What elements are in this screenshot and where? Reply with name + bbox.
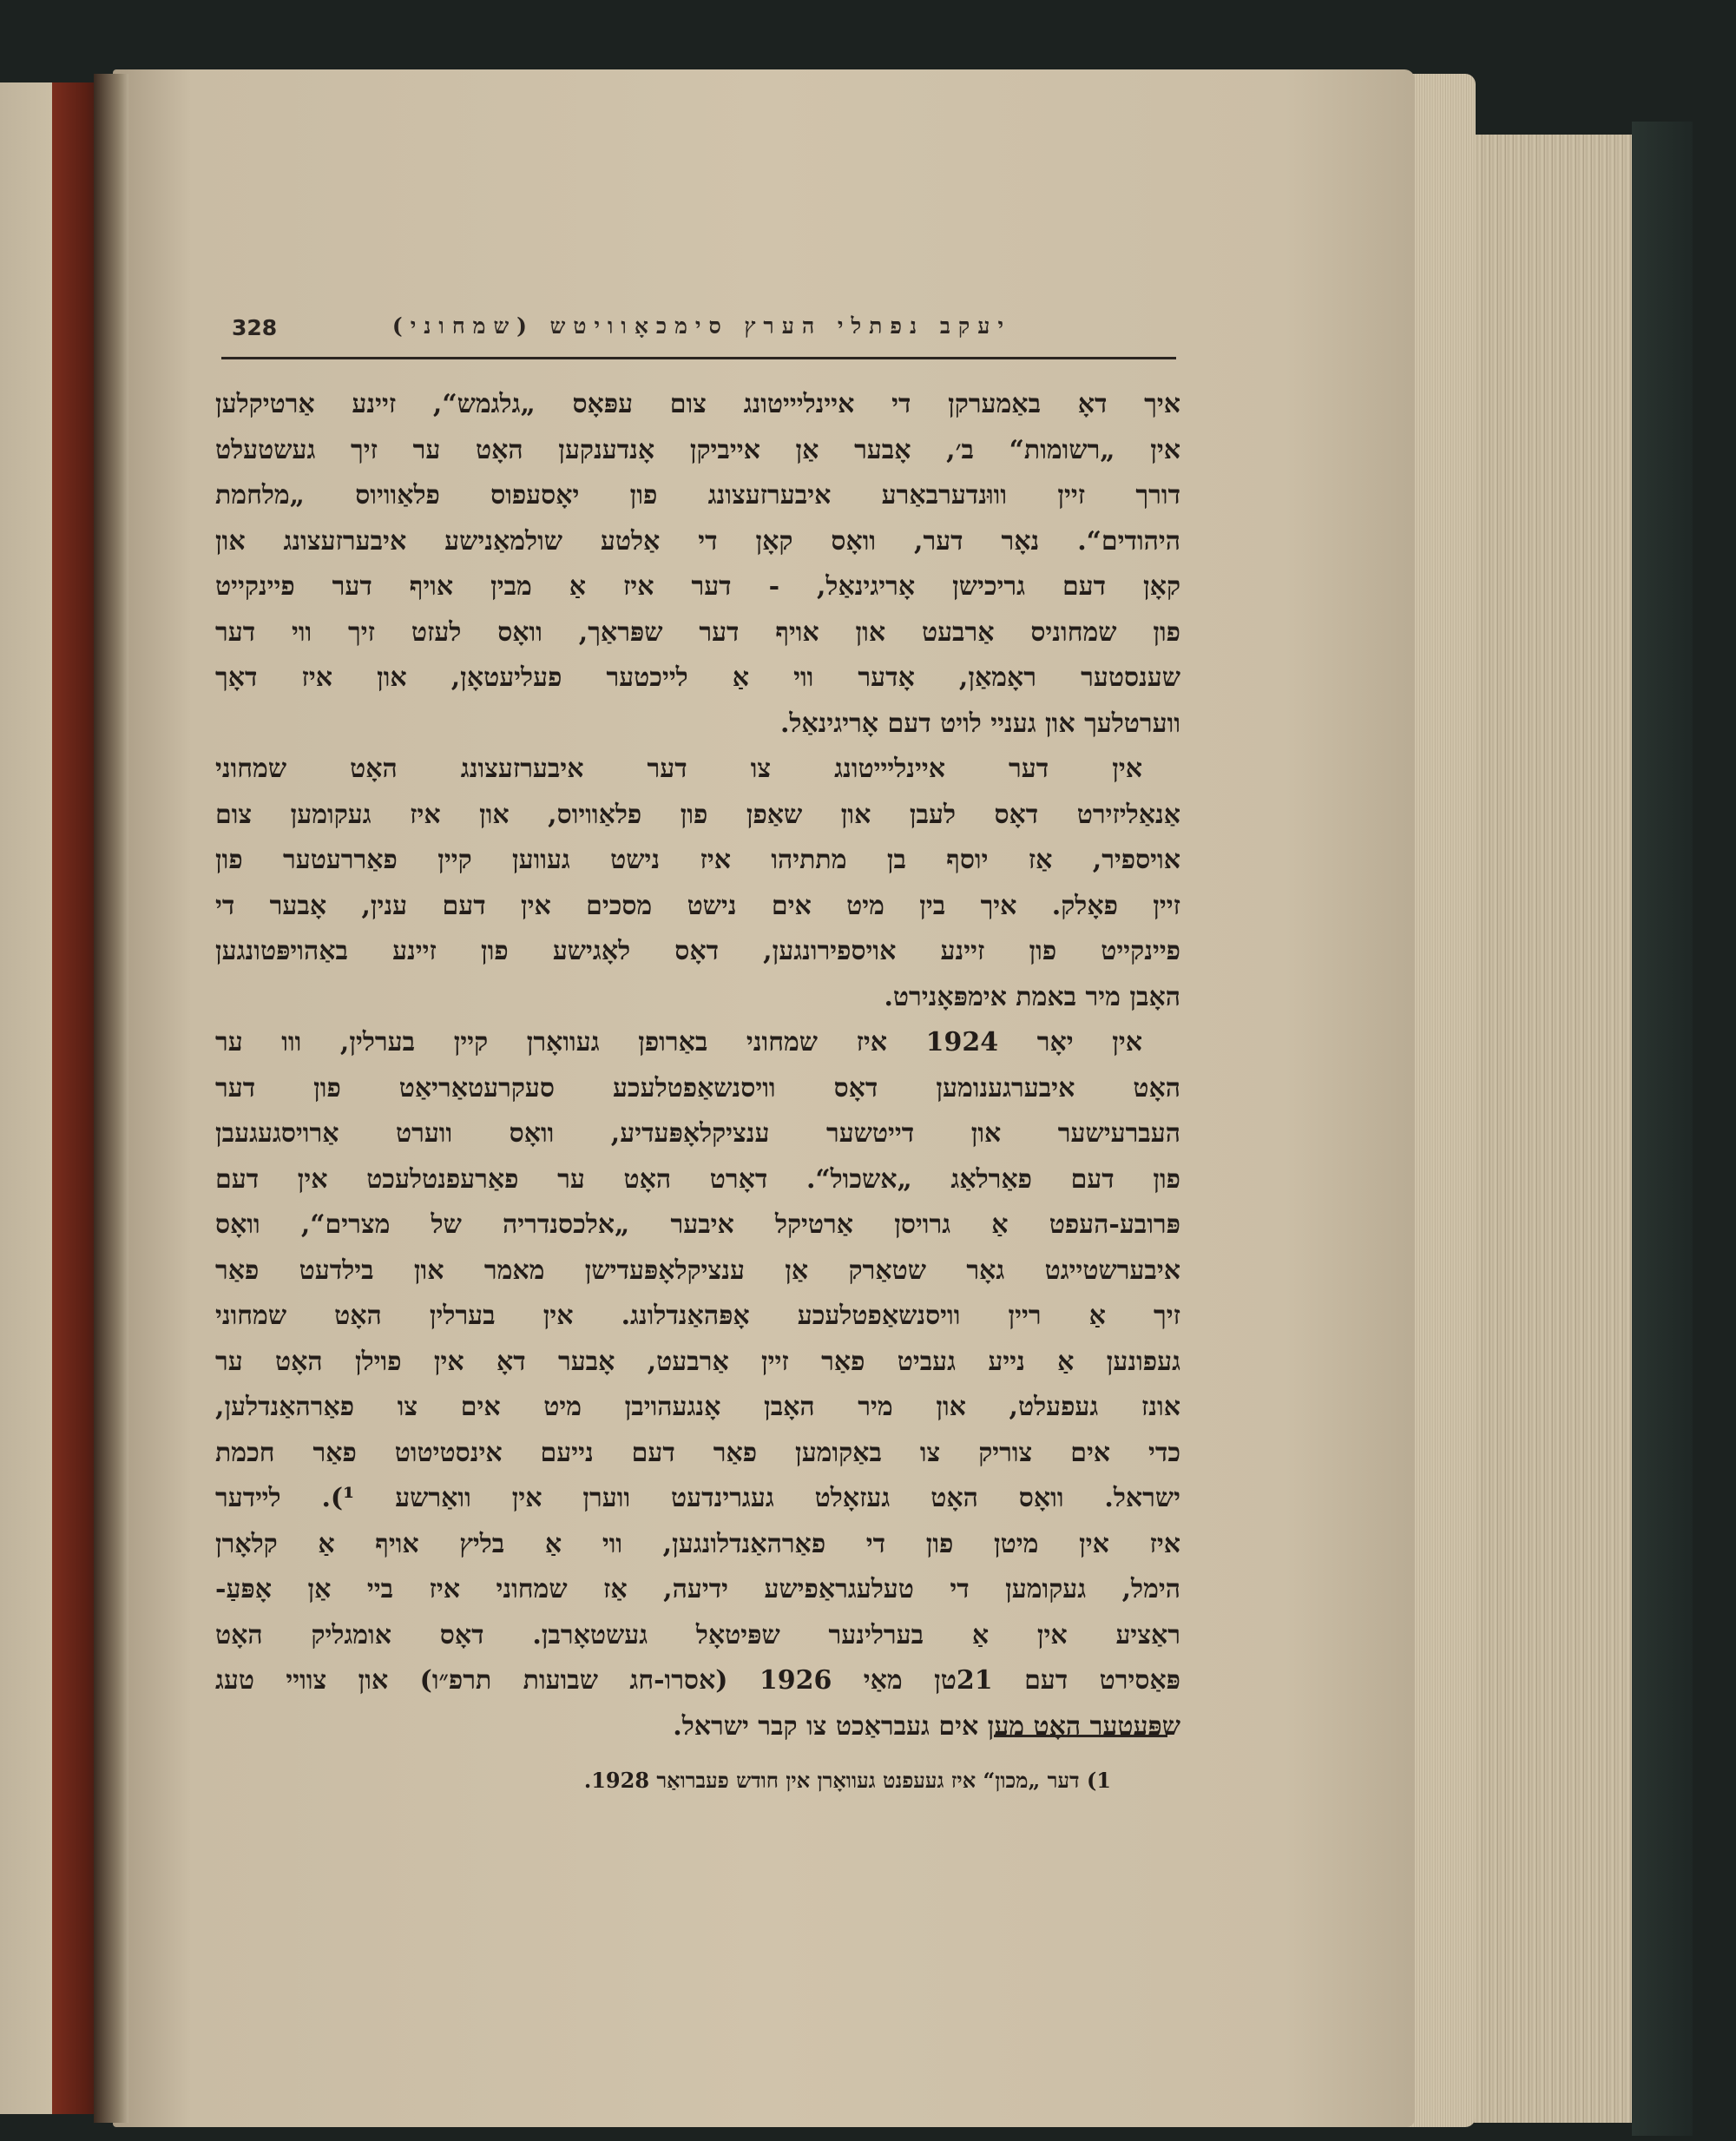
text-line: אין דער איינליייטונג צו דער איבערזעצונג האָט שמחוני <box>215 754 1142 784</box>
text-line: איך דאָ באַמערקן די איינליייטונג צום עפּאָס „גלגמש“, זיינע אַרטיקלען <box>215 389 1180 419</box>
text-line: איז אין מיטן פון די פאַרהאַנדלונגען, ווי אַ בליץ אויף אַ קלאָרן <box>215 1528 1180 1559</box>
text-line: אין יאָר 1924 איז שמחוני באַרופן געוואָרן קיין בערלין, ווו ער <box>215 1027 1143 1057</box>
text-line: האָבן מיר באמת אימפּאָנירט. <box>884 981 1180 1012</box>
text-line: האָט איבערגענומען דאָס וויסנשאַפטלעכע סעקרעטאַריאַט פון דער <box>215 1072 1180 1103</box>
running-head: יעקב נפתלי הערץ סימכאָוויטש (שמחוני) <box>391 313 1011 339</box>
text-line: קאָן דעם גריכישן אָריגינאַל, - דער איז אַ מבין אויף דער פיינקייט <box>215 571 1180 602</box>
book-gutter <box>94 74 128 2123</box>
body-text <box>215 382 1180 1749</box>
back-cover <box>1632 122 1693 2136</box>
text-line: שפּעטער האָט מען אים געבראַכט צו קבר ישראל. <box>673 1710 1180 1742</box>
text-line: פּאַסירט דעם 21טן מאַי 1926 (אסרו-חג שבועות תרפ״ו) און צוויי טעג <box>215 1665 1180 1696</box>
text-line: אויספיר, אַז יוסף בן מתתיהו איז נישט געווען קיין פאַררעטער פון <box>215 845 1180 875</box>
text-line: אין „רשומות“ ב׳, אָבער אַן אייביקן אָנדענקען האָט ער זיך געשטעלט <box>215 434 1180 465</box>
text-line: איבערשטייגט גאָר שטאַרק אַן ענציקלאָפּעדישן מאמר און בילדעט פאַר <box>215 1255 1180 1286</box>
text-line: אונז געפעלט, און מיר האָבן אָנגעהויבן מיט אים צו פאַרהאַנדלען, <box>215 1392 1180 1422</box>
text-line: פון שמחוניס אַרבעט און אויף דער שפּראַך, וואָס לעזט זיך ווי דער <box>215 616 1180 648</box>
page-number: 328 <box>232 315 278 340</box>
text-line: דורך זיין וווּנדערבאַרע איבערזעצונג פון יאָסעפוס פלאַוויוס „מלחמת <box>215 480 1180 511</box>
text-line: ווערטלעך און געניי לויט דעם אָריגינאַל. <box>779 708 1180 739</box>
text-line: פּרובע-העפט אַ גרויסן אַרטיקל איבער „אלכסנדריה של מצרים“, וואָס <box>215 1209 1180 1240</box>
text-line: זיך אַ ריין וויסנשאַפטלעכע אָפּהאַנדלונג. אין בערלין האָט שמחוני <box>215 1301 1180 1331</box>
text-line: שענסטער ראָמאַן, אָדער ווי אַ לייכטער פעליעטאָן, און איז דאָך <box>215 662 1180 693</box>
text-line: געפונען אַ נייע געביט פאַר זיין אַרבעט, אָבער דאָ אין פוילן האָט ער <box>215 1346 1180 1377</box>
text-line: פון דעם פאַרלאַג „אשכול“. דאָרט האָט ער פאַרעפנטלעכט אין דעם <box>215 1163 1180 1195</box>
text-line: היהודים“. נאָר דער, וואָס קאָן די אַלטע שולמאַנישע איבערזעצונג און <box>215 525 1180 557</box>
text-line: כדי אים צוריק צו באַקומען פאַר דעם נייעם אינסטיטוט פאַר חכמת <box>215 1437 1180 1468</box>
text-line: ישראל. וואָס האָט געזאָלט געגרינדעט ווערן אין וואַרשע ¹). לײדער <box>215 1483 1180 1513</box>
text-line: העברעישער און דייטשער ענציקלאָפּעדיע, וואָס ווערט אַרויסגעגעבן <box>215 1118 1180 1149</box>
footnote: 1) דער „מכון“ איז געעפנט געוואָרן אין חודש פעברואַר 1928. <box>583 1768 1111 1793</box>
text-line: הימל, געקומען די טעלעגראַפישע ידיעה, אַז שמחוני איז ביי אַן אָפּעַ- <box>215 1574 1180 1604</box>
text-line: פיינקייט פון זיינע אויספירונגען, דאָס לאָגישע פון זיינע באַהויפּטונגען <box>215 936 1180 966</box>
text-line: ראַציע אין אַ בערלינער שפּיטאָל געשטאָרבן. דאָס אומגליק האָט <box>215 1619 1180 1650</box>
page-block-edge <box>1467 135 1658 2123</box>
page-header <box>221 308 1176 359</box>
footnote-rule <box>994 1735 1167 1737</box>
text-line: אַנאַליזירט דאָס לעבן און שאַפן פון פלאַוויוס, און איז געקומען צום <box>215 799 1180 830</box>
text-line: זיין פאָלק. איך בין מיט אים נישט מסכים אין דעם ענין, אָבער די <box>215 890 1180 921</box>
